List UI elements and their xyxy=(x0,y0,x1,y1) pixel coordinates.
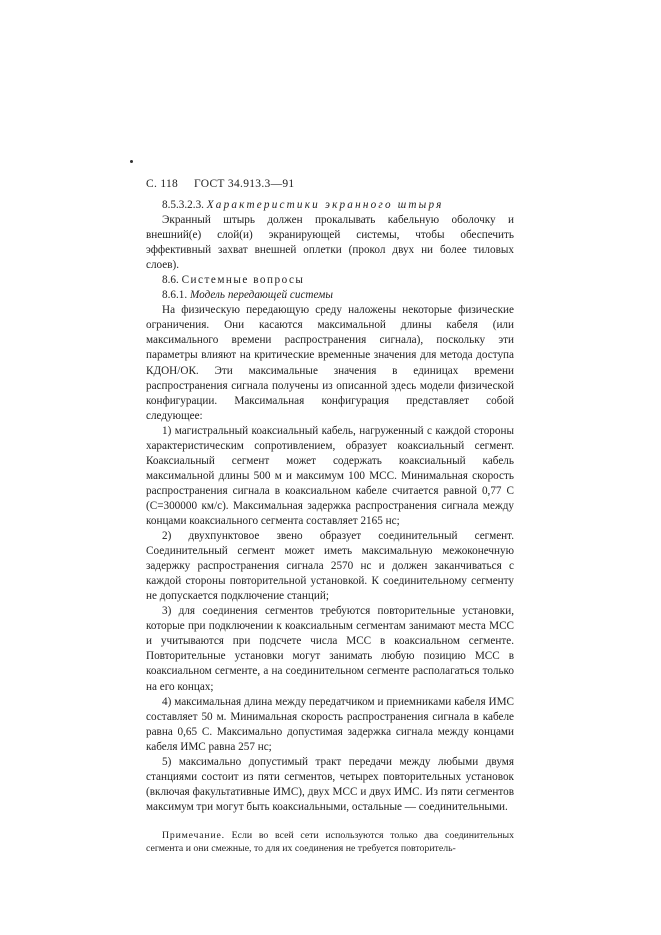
section-number: 8.6. xyxy=(162,274,179,287)
note-label: Примечание. xyxy=(162,829,225,841)
list-item: 5) максимально допустимый тракт передачи между любыми двумя станциями состоит из пяти сегментов, четырех повторительных установок (включая факультативные ИМС), двух МСС и двух ИМС. Из пяти сегментов максимум три могут быть коаксиальными, остальные — соединительными. xyxy=(146,755,514,813)
section-number: 8.6.1. xyxy=(162,289,188,302)
list-item: 1) магистральный коаксиальный кабель, нагруженный с каждой стороны характеристическим сопротивлением, образует коаксиальный сегмент. Коаксиальный сегмент может содержать коаксиальный кабель максимальной длины 500 м и максимум 100 МСС. Минимальная скорость распространения сигнала в коаксиальном кабеле считается равной 0,77 С (С=300000 км/с). Максимальная задержка распространения сигнала между концами коаксиального сегмента составляет 2165 нс; xyxy=(146,424,514,527)
section-8-5-3-2-3-text: Экранный штырь должен прокалывать кабельную оболочку и внешний(е) слой(и) экранирующей системы, чтобы обеспечить эффективный захват внешней оплетки (прокол двух ни более тиловых слоев). xyxy=(146,214,514,272)
note-text: Если во всей сети используются только два соединительных сегмента и они смежные, то для их соединения не требуется повторитель- xyxy=(146,829,514,854)
page-header xyxy=(146,178,294,190)
page-content xyxy=(146,198,514,855)
section-8-6-1-intro: На физическую передающую среду наложены некоторые физические ограничения. Они касаются максимальной длины кабеля (или максимального времени распространения сигнала), поскольку эти параметры влияют на критические временные значения для метода доступа КДОН/ОК. Эти максимальные значения в единицах времени распространения сигнала получены из описанной здесь модели физической конфигурации. Максимальная конфигурация представляет собой следующее: xyxy=(146,304,514,422)
list-item: 4) максимальная длина между передатчиком и приемниками кабеля ИМС составляет 50 м. Минимальная скорость распространения сигнала в кабеле равна 0,65 С. Максимально допустимая задержка сигнала между концами кабеля ИМС равна 257 нс; xyxy=(146,695,514,753)
section-title: Модель передающей системы xyxy=(189,289,333,302)
standard-number: ГОСТ 34.913.3—91 xyxy=(194,178,295,190)
list-item: 3) для соединения сегментов требуются повторительные установки, которые при подключении к коаксиальным сегментам занимают места МСС и учитываются при подсчете числа МСС в коаксиальном сегменте. Повторительные установки могут занимать любую позицию МСС в коаксиальном сегменте, а на соединительном сегменте располагаться только на его концах; xyxy=(146,605,514,693)
section-8-5-3-2-3-heading xyxy=(146,198,514,213)
section-title: Системные вопросы xyxy=(181,274,305,287)
footnote xyxy=(146,829,514,855)
scan-speck xyxy=(130,160,133,163)
section-title: Характеристики экранного штыря xyxy=(206,199,444,211)
section-8-6-1-heading xyxy=(146,288,514,303)
page-number: С. 118 xyxy=(146,178,179,190)
section-8-6-heading xyxy=(146,273,514,288)
section-number: 8.5.3.2.3. xyxy=(162,199,204,211)
list-item: 2) двухпунктовое звено образует соединительный сегмент. Соединительный сегмент может иметь максимальную межоконечную задержку распространения сигнала 2570 нс и должен заканчиваться с каждой стороны повторительной установкой. К соединительному сегменту не допускается подключение станций; xyxy=(146,530,514,603)
